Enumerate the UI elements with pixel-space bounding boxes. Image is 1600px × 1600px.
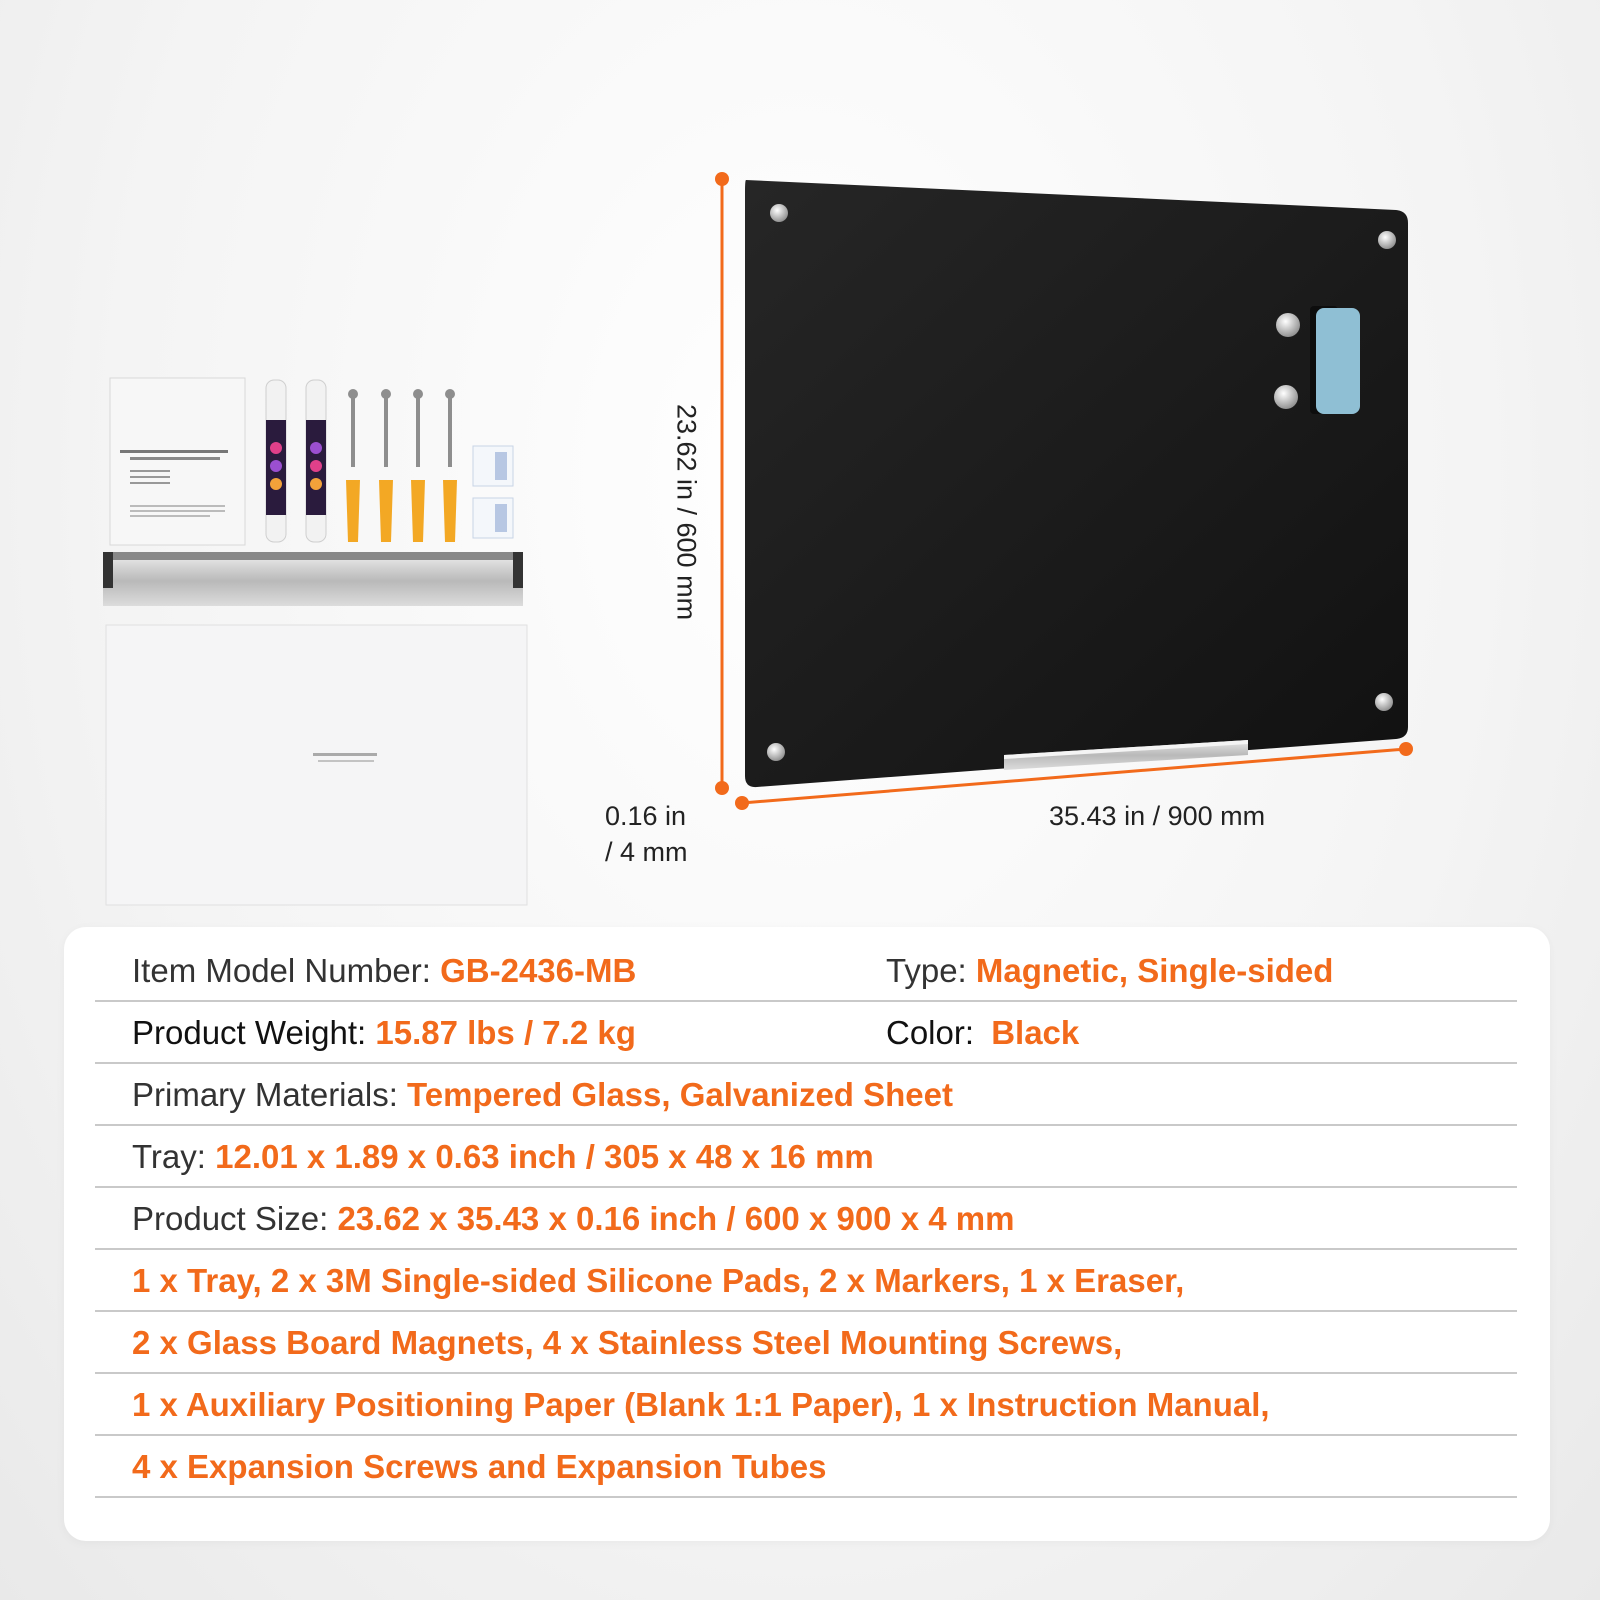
height-dimension-label: 23.62 in / 600 mm	[671, 403, 702, 621]
package-line	[95, 1250, 1517, 1312]
positioning-paper-icon	[106, 625, 527, 905]
spec-row-model-type	[95, 940, 1517, 1002]
eraser-icon	[1310, 306, 1360, 414]
spec-type	[886, 940, 1333, 1002]
instruction-manual-icon	[110, 378, 245, 545]
package-text: 1 x Tray, 2 x 3M Single-sided Silicone Pads, 2 x Markers, 1 x Eraser,	[132, 1262, 1185, 1299]
spec-value: 12.01 x 1.89 x 0.63 inch / 305 x 48 x 16 mm	[215, 1138, 874, 1175]
spec-row-tray	[95, 1126, 1517, 1188]
marker-icon	[306, 380, 326, 542]
spec-model	[132, 940, 636, 1002]
spec-size	[132, 1188, 1014, 1250]
spec-value: 23.62 x 35.43 x 0.16 inch / 600 x 900 x 4 mm	[337, 1200, 1015, 1237]
package-text: 1 x Auxiliary Positioning Paper (Blank 1:1 Paper), 1 x Instruction Manual,	[132, 1386, 1270, 1423]
thickness-dimension-label-metric: / 4 mm	[605, 837, 688, 867]
screw-icon	[348, 389, 455, 467]
package-line	[95, 1374, 1517, 1436]
expansion-tube-icon	[346, 480, 457, 542]
spec-label: Type:	[886, 952, 967, 989]
spec-row-size	[95, 1188, 1517, 1250]
spec-label: Item Model Number:	[132, 952, 431, 989]
spec-tray	[132, 1126, 874, 1188]
spec-label: Product Weight:	[132, 1014, 367, 1051]
spec-card	[64, 927, 1550, 1541]
tray-icon	[103, 552, 523, 606]
spec-label: Primary Materials:	[132, 1076, 398, 1113]
spec-value: Magnetic, Single-sided	[975, 952, 1334, 989]
spec-row-materials	[95, 1064, 1517, 1126]
dimension-height-line	[715, 172, 729, 795]
width-dimension-label: 35.43 in / 900 mm	[1049, 801, 1266, 831]
package-line	[95, 1436, 1517, 1498]
package-line	[95, 1312, 1517, 1374]
spec-label: Color:	[886, 1014, 975, 1051]
spec-value: 15.87 lbs / 7.2 kg	[375, 1014, 636, 1051]
spec-weight	[132, 1002, 636, 1064]
silicone-pad-icon	[473, 446, 513, 538]
spec-label: Product Size:	[132, 1200, 329, 1237]
package-text: 4 x Expansion Screws and Expansion Tubes	[132, 1448, 827, 1485]
marker-icon	[266, 380, 286, 542]
glass-board-icon	[745, 180, 1408, 787]
package-text: 2 x Glass Board Magnets, 4 x Stainless Steel Mounting Screws,	[132, 1324, 1123, 1361]
spec-label: Tray:	[132, 1138, 206, 1175]
spec-value: GB-2436-MB	[440, 952, 637, 989]
spec-row-weight-color	[95, 1002, 1517, 1064]
spec-materials	[132, 1064, 953, 1126]
spec-value: Tempered Glass, Galvanized Sheet	[407, 1076, 953, 1113]
thickness-dimension-label: 0.16 in	[605, 801, 687, 831]
spec-color	[886, 1002, 1079, 1064]
spec-value: Black	[991, 1014, 1080, 1051]
